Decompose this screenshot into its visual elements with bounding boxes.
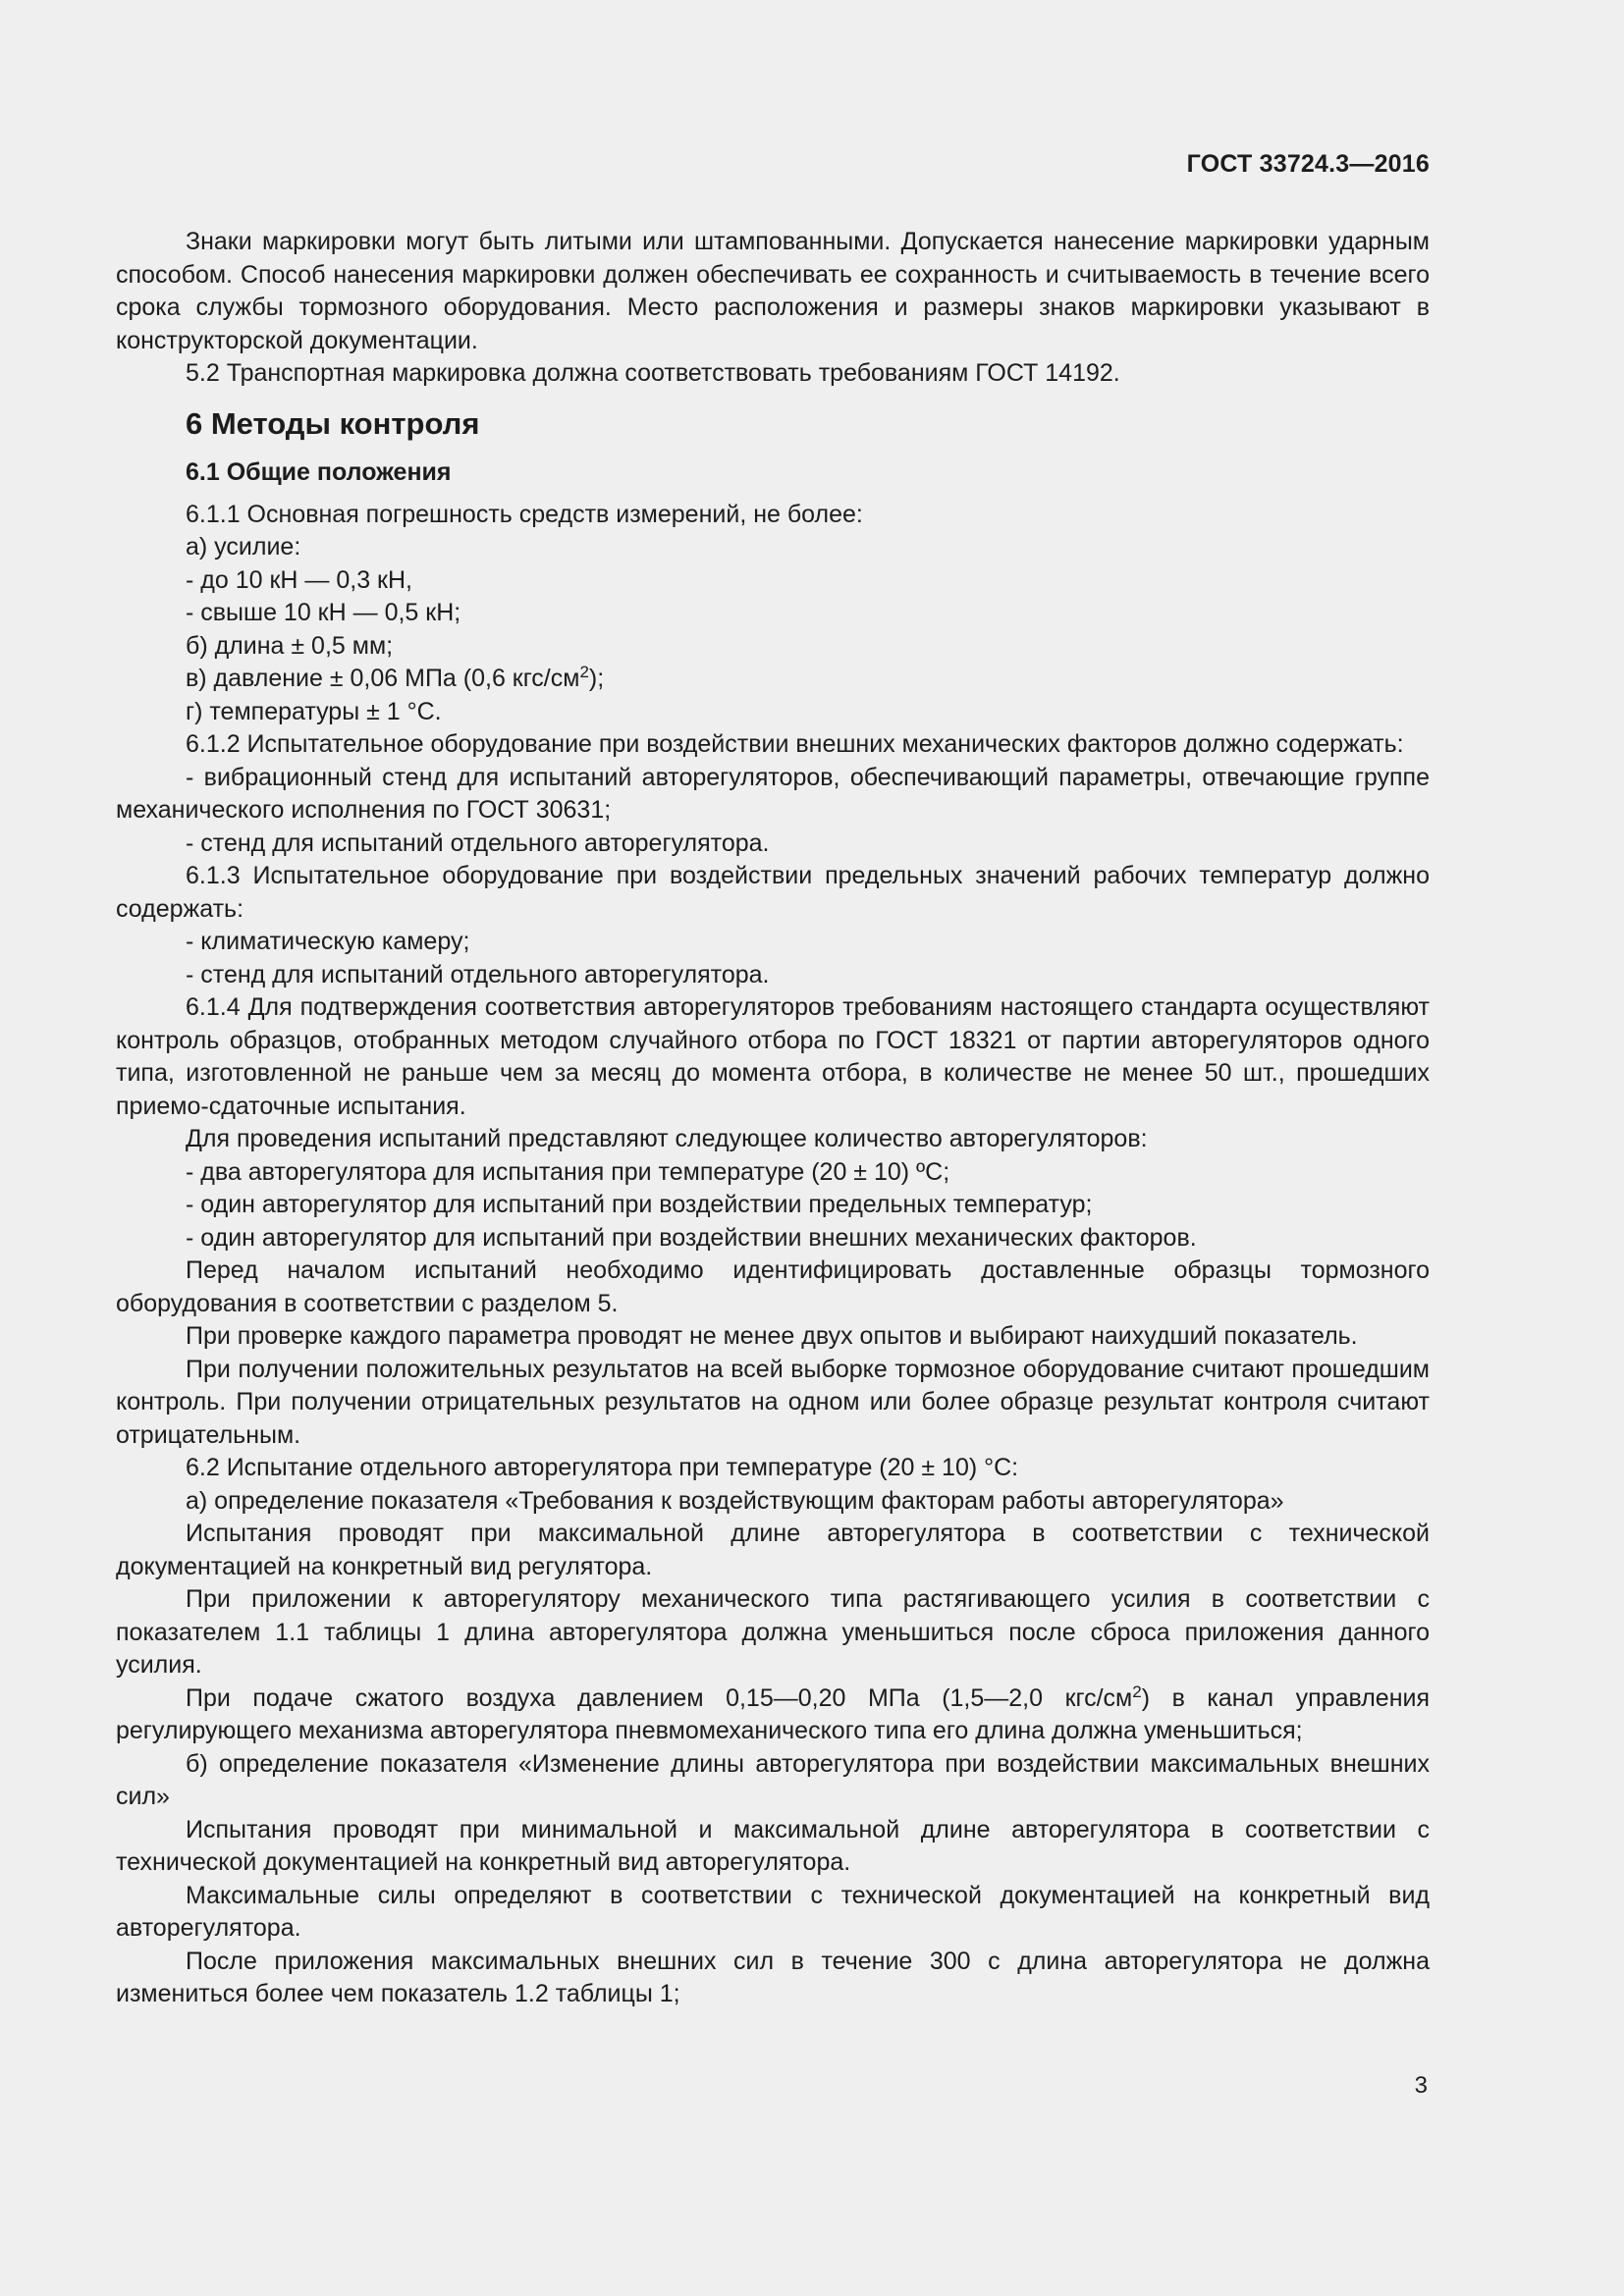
section-heading: 6 Методы контроля [186, 405, 480, 441]
paragraph: 6.2 Испытание отдельного авторегулятора при температуре (20 ± 10) °С: [186, 1454, 1019, 1481]
paragraph: - один авторегулятор для испытаний при воздействии предельных температур; [186, 1191, 1093, 1218]
paragraph: 6.1.3 Испытательное оборудование при воздействии предельных значений рабочих температур должно содержать: [116, 862, 1430, 923]
paragraph [116, 663, 1430, 696]
document-header [1187, 147, 1430, 181]
text-segment: в) давление ± 0,06 МПа (0,6 кгс/см [186, 665, 580, 692]
paragraph: - один авторегулятор для испытаний при воздействии внешних механических факторов. [186, 1223, 1197, 1252]
paragraph: Максимальные силы определяют в соответствии с технической документацией на конкретный вид авторегулятора. [116, 1881, 1430, 1942]
paragraph: Испытания проводят при минимальной и максимальной длине авторегулятора в соответствии с технической документацией на конкретный вид авторегулятора. [116, 1815, 1430, 1876]
text-segment: При подаче сжатого воздуха давлением 0,15—0,20 МПа (1,5—2,0 кгс/см [186, 1683, 1133, 1712]
text-segment: ) в канал управления регулирующего механизма авторегулятора пневмомеханического типа его длина должна уменьшиться; [116, 1683, 1431, 1744]
paragraph: - свыше 10 кН — 0,5 кН; [186, 599, 461, 626]
paragraph: - вибрационный стенд для испытаний авторегуляторов, обеспечивающий параметры, отвечающие группе механического исполнения по ГОСТ 30631; [116, 763, 1430, 824]
paragraph: Перед началом испытаний необходимо идентифицировать доставленные образцы тормозного оборудования в соответствии с разделом 5. [116, 1256, 1430, 1317]
paragraph: 5.2 Транспортная маркировка должна соответствовать требованиям ГОСТ 14192. [186, 359, 1120, 387]
standard-number: ГОСТ 33724.3—2016 [1186, 150, 1430, 178]
paragraph: При приложении к авторегулятору механического типа растягивающего усилия в соответствии с показателем 1.1 таблицы 1 длина авторегулятора должна уменьшиться после сброса приложения данного усилия. [116, 1585, 1430, 1679]
text-segment: ); [588, 665, 605, 692]
paragraph: 6.1.4 Для подтверждения соответствия авторегуляторов требованиям настоящего стандарта осуществляют контроль образцов, отобранных методом случайного отбора по ГОСТ 18321 от партии авторегуляторов одного типа, изготовленной не раньше чем за месяц до момента отбора, в количестве не менее 50 шт., прошедших приемо-сдаточные испытания. [116, 993, 1430, 1120]
paragraph: а) определение показателя «Требования к воздействующим факторам работы авторегулятора» [186, 1486, 1284, 1515]
superscript: 2 [579, 663, 589, 681]
paragraph [116, 1682, 1430, 1748]
page-body [116, 226, 1430, 2011]
paragraph: 6.1.2 Испытательное оборудование при воздействии внешних механических факторов должно содержать: [186, 730, 1404, 758]
paragraph: б) длина ± 0,5 мм; [186, 631, 394, 660]
paragraph: б) определение показателя «Изменение длины авторегулятора при воздействии максимальных внешних сил» [116, 1749, 1430, 1810]
paragraph: При получении положительных результатов на всей выборке тормозное оборудование считают прошедшим контроль. При получении отрицательных результатов на одном или более образце результат контроля считают отрицательным. [116, 1355, 1430, 1449]
paragraph: г) температуры ± 1 °С. [186, 697, 442, 725]
paragraph: Испытания проводят при максимальной длине авторегулятора в соответствии с технической документацией на конкретный вид регулятора. [116, 1520, 1430, 1580]
subsection-heading: 6.1 Общие положения [186, 457, 452, 486]
paragraph: - стенд для испытаний отдельного авторегулятора. [186, 960, 770, 988]
paragraph: Для проведения испытаний представляют следующее количество авторегуляторов: [186, 1125, 1148, 1152]
paragraph: - два авторегулятора для испытания при температуре (20 ± 10) ºС; [186, 1157, 950, 1186]
paragraph: - до 10 кН — 0,3 кН, [186, 565, 412, 594]
page-number: 3 [1414, 2072, 1428, 2099]
paragraph: Знаки маркировки могут быть литыми или штампованными. Допускается нанесение маркировки ударным способом. Способ нанесения маркировки должен обеспечивать ее сохранность и считываемость в течение всего срока службы тормозного оборудования. Место расположения и размеры знаков маркировки указывают в конструкторской документации. [116, 228, 1430, 354]
paragraph: - стенд для испытаний отдельного авторегулятора. [186, 828, 770, 857]
paragraph: При проверке каждого параметра проводят не менее двух опытов и выбирают наихудший показатель. [186, 1322, 1358, 1350]
paragraph: - климатическую камеру; [186, 928, 470, 955]
paragraph: После приложения максимальных внешних сил в течение 300 с длина авторегулятора не должна измениться более чем показатель 1.2 таблицы 1; [116, 1947, 1430, 2007]
superscript: 2 [1132, 1682, 1142, 1701]
paragraph: 6.1.1 Основная погрешность средств измерений, не более: [186, 500, 863, 528]
paragraph: а) усилие: [186, 533, 301, 561]
